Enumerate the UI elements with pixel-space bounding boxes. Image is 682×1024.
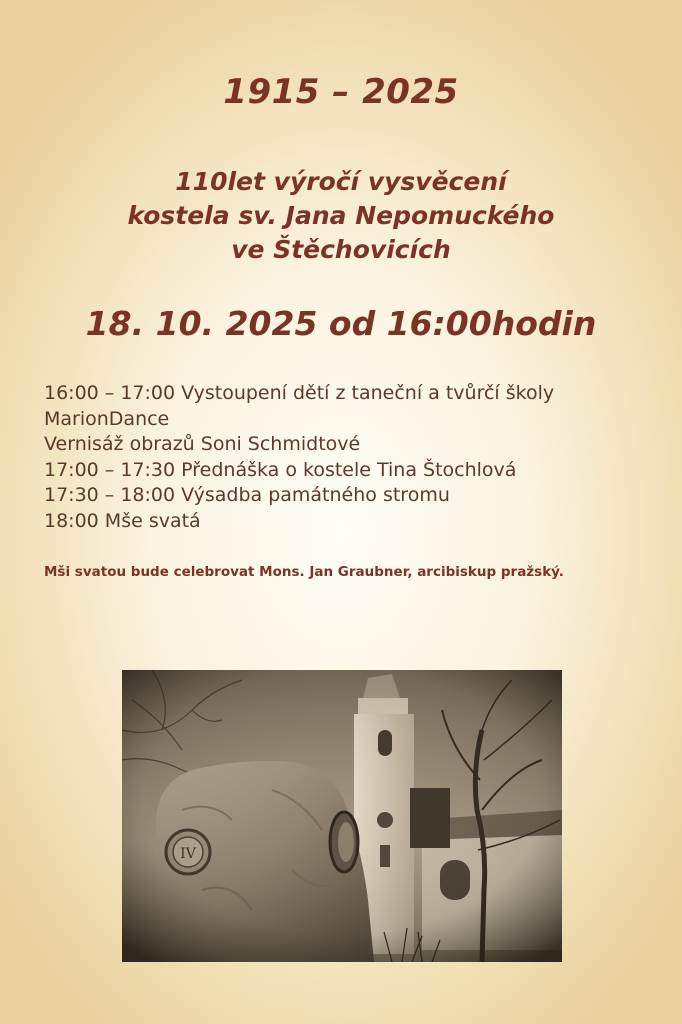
subtitle-line-2: kostela sv. Jana Nepomuckého	[127, 201, 555, 230]
program-item: Vernisáž obrazů Soni Schmidtové	[44, 433, 361, 455]
program-list	[44, 381, 664, 534]
celebrant-note: Mši svatou bude celebrovat Mons. Jan Graubner, arcibiskup pražský.	[44, 564, 564, 580]
years-heading: 1915 – 2025	[223, 72, 459, 112]
subtitle-line-3: ve Štěchovicích	[231, 235, 451, 264]
program-item: 17:00 – 17:30 Přednáška o kostele Tina Štochlová	[44, 458, 517, 481]
event-date: 18. 10. 2025 od 16:00hodin	[85, 304, 597, 343]
church-photo	[122, 670, 562, 962]
program-item: MarionDance	[44, 407, 170, 430]
anniversary-subtitle	[0, 165, 682, 267]
church-photo-image	[122, 670, 562, 962]
program-item: 17:30 – 18:00 Výsadba památného stromu	[44, 484, 450, 506]
program-item: 18:00 Mše svatá	[44, 509, 201, 532]
subtitle-line-1: 110let výročí vysvěcení	[175, 167, 507, 196]
program-item: 16:00 – 17:00 Vystoupení dětí z taneční a tvůrčí školy	[44, 382, 555, 404]
